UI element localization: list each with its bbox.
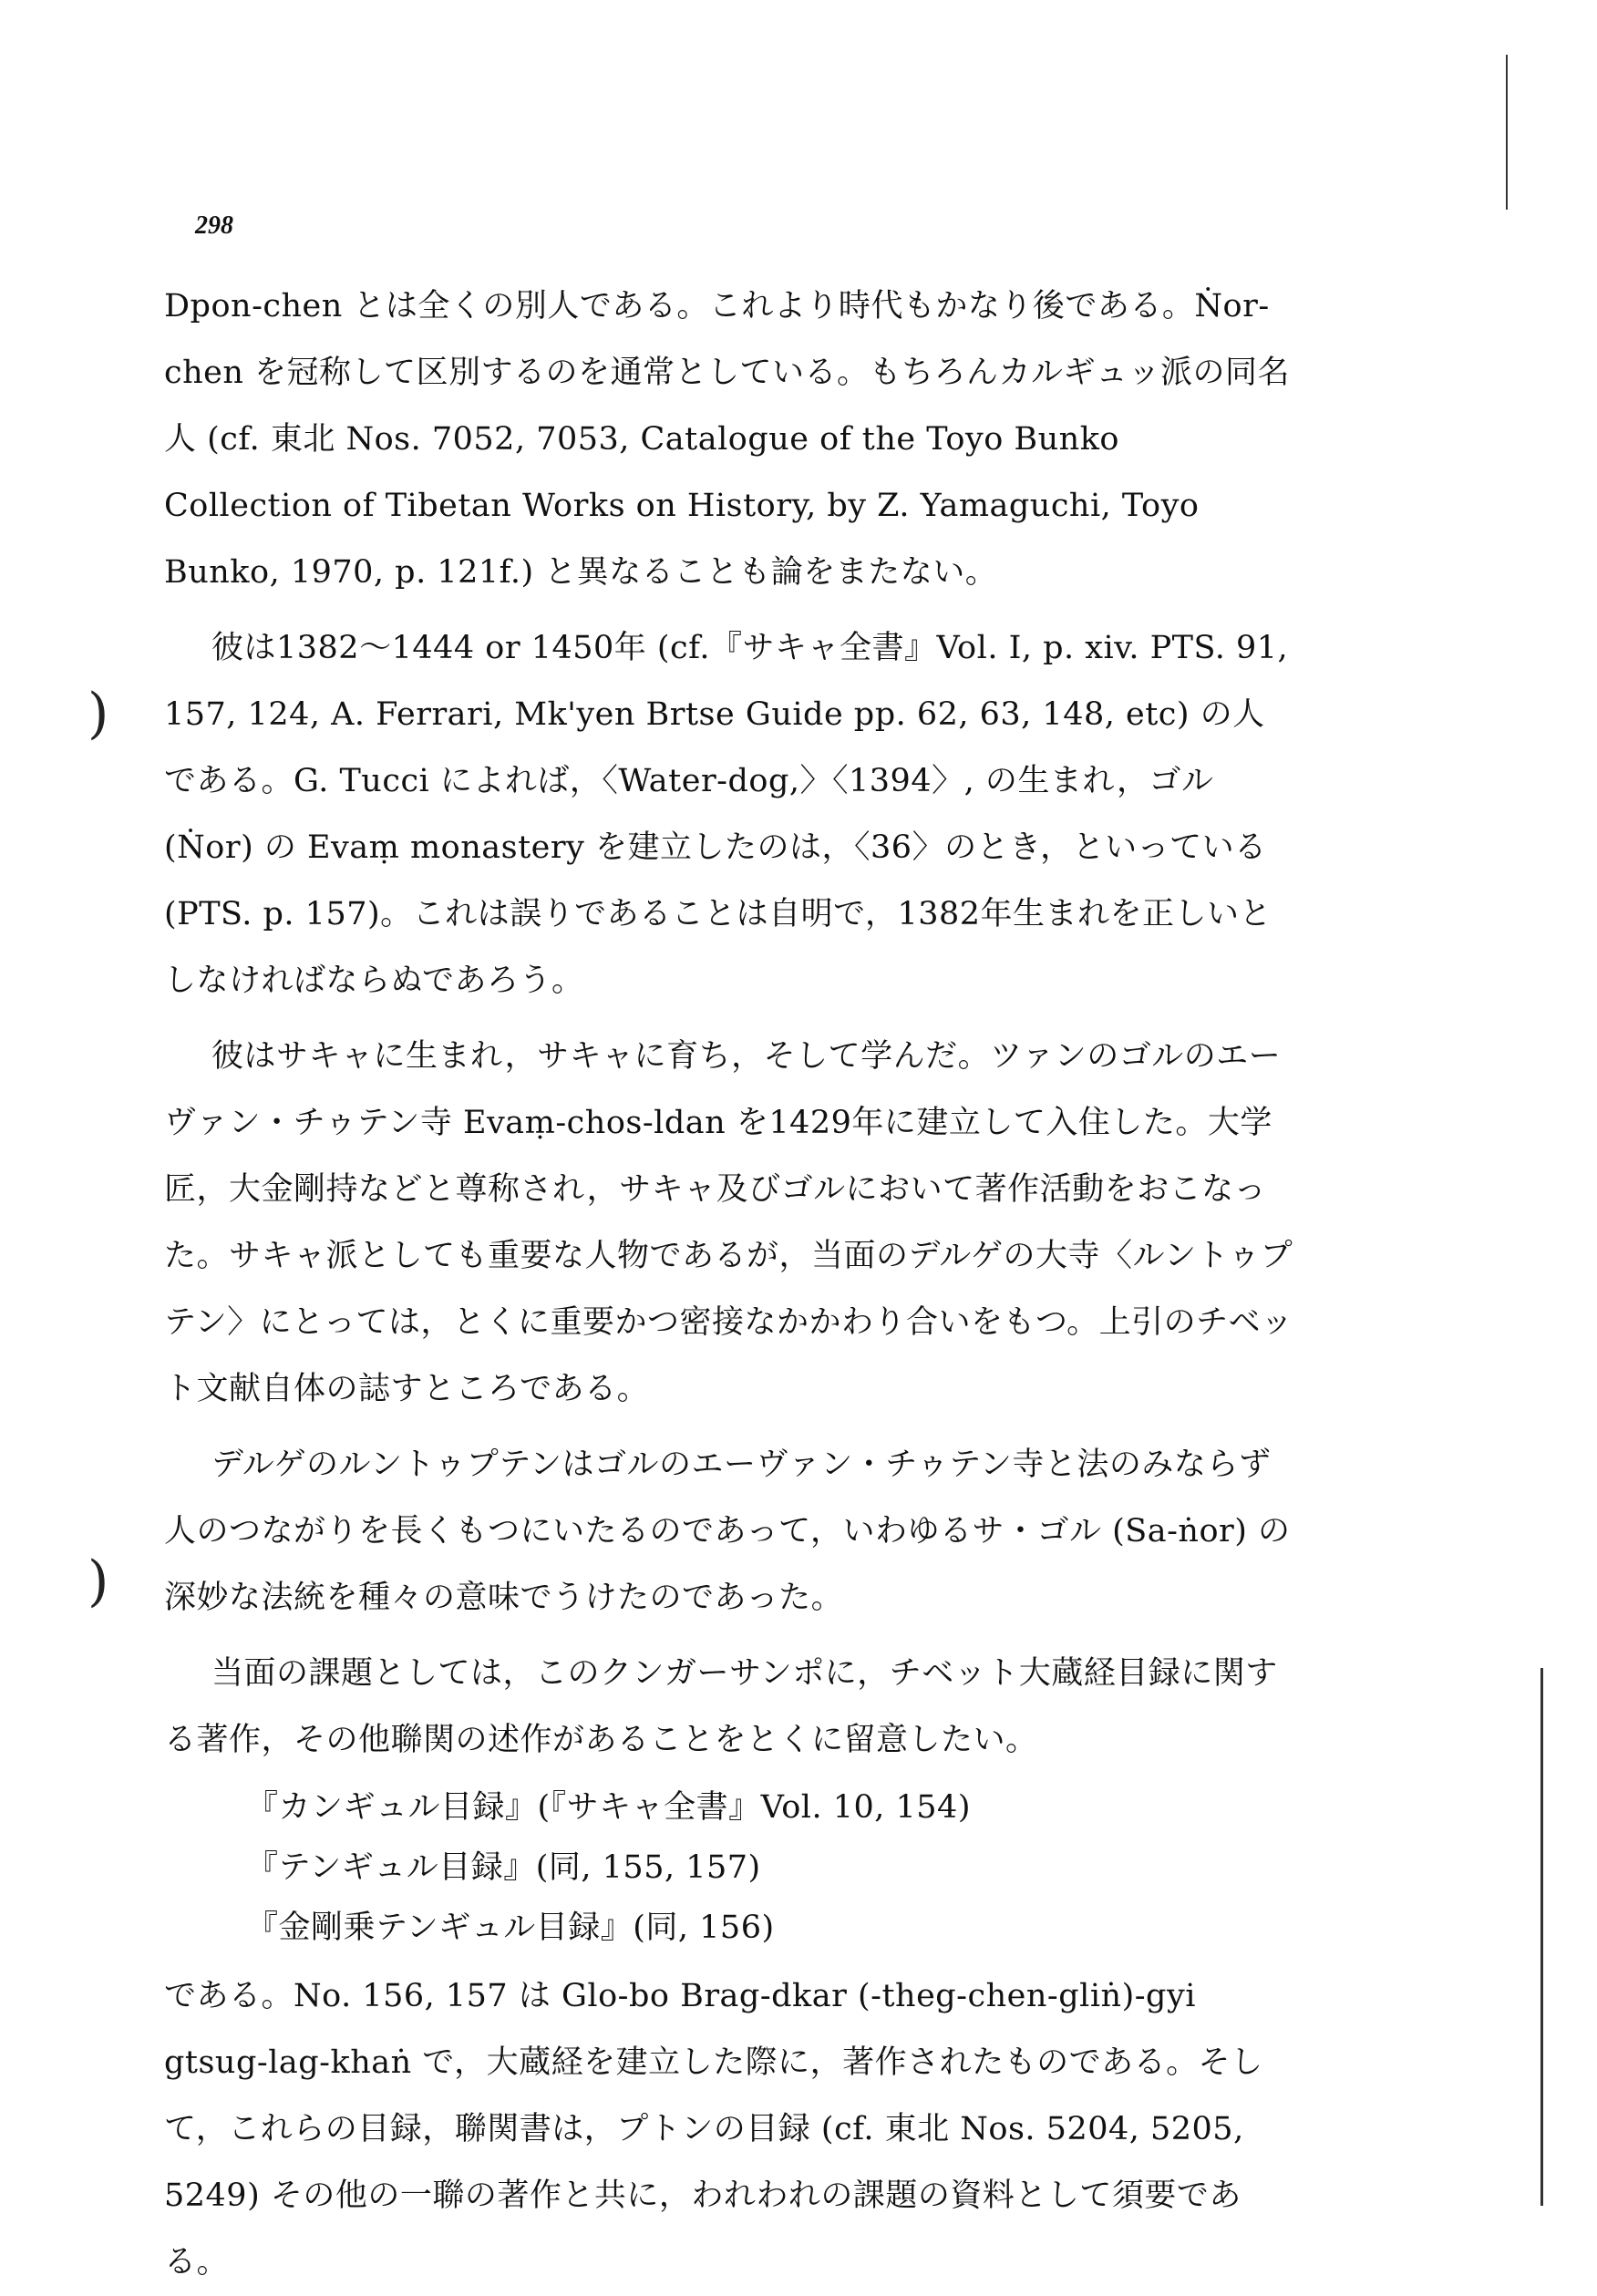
scan-edge-line-top — [1506, 55, 1508, 210]
body-text — [164, 273, 1294, 2296]
paragraph: 彼は1382～1444 or 1450年 (cf.『サキャ全書』Vol. I, p. xiv. PTS. 91, 157, 124, A. Ferrari, Mk'yen Brtse Guide pp. 62, 63, 148, etc) の人である。G. Tucci によれば，〈Water-dog,〉〈1394〉, の生まれ，ゴル (Ṅor) の Evaṃ monastery を建立したのは，〈36〉のとき，といっている (PTS. p. 157)。これは誤りであることは自明で，1382年生まれを正しいとしなければならぬであろう。 — [164, 630, 1289, 999]
page-number: 298 — [195, 211, 233, 240]
paragraph: Dpon-chen とは全くの別人である。これより時代もかなり後である。Ṅor-chen を冠称して区別するのを通常としている。もちろんカルギュッ派の同名人 (cf. 東北 Nos. 7052, 7053, Catalogue of the Toyo Bunko Collection of Tibetan Works on History, by Z. Yamaguchi, Toyo Bunko, 1970, p. 121f.) と異なることも論をまたない。 — [164, 288, 1291, 591]
catalog-list — [164, 1777, 1294, 1958]
scan-edge-line-bottom — [1540, 1668, 1543, 2206]
binding-mark-bottom: ) — [88, 1550, 109, 1613]
closing-paragraph: である。No. 156, 157 は Glo-bo Brag-dkar (-theg-chen-gliṅ)-gyi gtsug-lag-khaṅ で，大蔵経を建立した際に，著作されたものである。そして，これらの目録，聯関書は，プトンの目録 (cf. 東北 Nos. 5204, 5205, 5249) その他の一聯の著作と共に，われわれの課題の資料として須要である。 — [164, 1978, 1263, 2281]
paragraph: 彼はサキャに生まれ，サキャに育ち，そして学んだ。ツァンのゴルのエーヴァン・チゥテン寺 Evaṃ-chos-ldan を1429年に建立して入住した。大学匠，大金剛持などと尊称され，サキャ及びゴルにおいて著作活動をおこなった。サキャ派としても重要な人物であるが，当面のデルゲの大寺〈ルントゥプテン〉にとっては，とくに重要かつ密接なかかわり合いをもつ。上引のチベット文献自体の誌すところである。 — [164, 1038, 1293, 1407]
catalog-item: 『テンギュル目録』(同, 155, 157) — [246, 1849, 761, 1886]
binding-mark-top: ) — [88, 682, 109, 746]
paragraph: デルゲのルントゥプテンはゴルのエーヴァン・チゥテン寺と法のみならず人のつながりを長くもつにいたるのであって，いわゆるサ・ゴル (Sa-ṅor) の深妙な法統を種々の意味でうけたのであった。 — [164, 1447, 1291, 1616]
paragraph: 当面の課題としては，このクンガーサンポに，チベット大蔵経目録に関する著作，その他聯関の述作があることをとくに留意したい。 — [164, 1655, 1278, 1758]
catalog-item: 『金剛乗テンギュル目録』(同, 156) — [246, 1910, 775, 1946]
catalog-item: 『カンギュル目録』(『サキャ全書』Vol. 10, 154) — [246, 1789, 971, 1826]
